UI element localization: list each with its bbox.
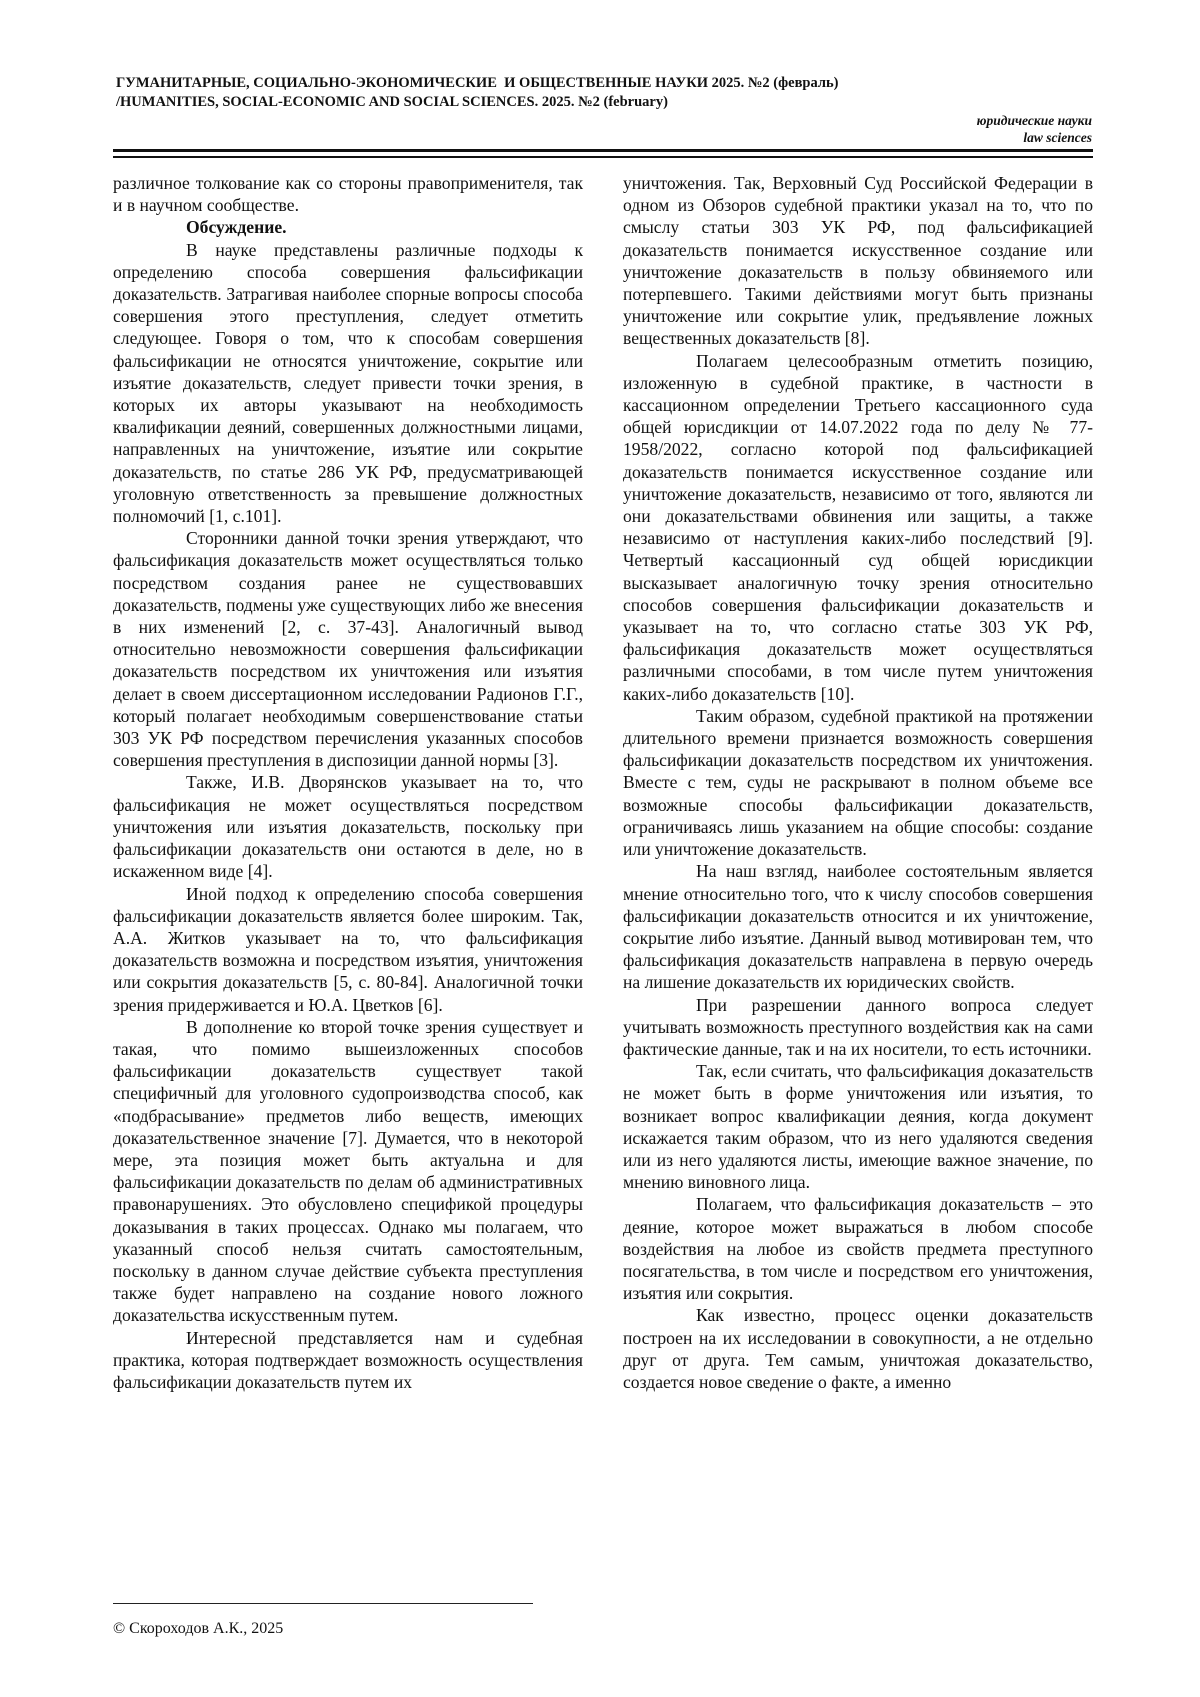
paragraph: Интересной представляется нам и судебная практика, которая подтверждает возможность осуществления фальсификации доказательств путем их: [113, 1327, 583, 1392]
journal-title-ru: ГУМАНИТАРНЫЕ, СОЦИАЛЬНО-ЭКОНОМИЧЕСКИЕ И ОБЩЕСТВЕННЫЕ НАУКИ 2025. №2 (февраль): [116, 75, 839, 91]
paragraph: В науке представлены различные подходы к определению способа совершения фальсификации доказательств. Затрагивая наиболее спорные вопросы способа совершения этого преступления, следует отметить следующее. Говоря о том, что к способам совершения фальсификации не относятся уничтожение, сокрытие или изъятие доказательств, следует привести точки зрения, в которых их авторы указывают на необходимость квалификации деяний, совершенных должностными лицами, направленных на уничтожение, изъятие или сокрытие доказательств, по статье 286 УК РФ, предусматривающей уголовную ответственность за превышение должностных полномочий [1, с.101].: [113, 239, 583, 527]
paragraph: различное толкование как со стороны правоприменителя, так и в научном сообществе.: [113, 173, 583, 216]
journal-header: [116, 74, 1116, 112]
copyright-note: © Скороходов А.К., 2025: [113, 1620, 284, 1637]
journal-title-en: /HUMANITIES, SOCIAL-ECONOMIC AND SOCIAL SCIENCES. 2025. №2 (february): [116, 94, 668, 110]
paragraph: Как известно, процесс оценки доказательств построен на их исследовании в совокупности, а не отдельно друг от друга. Тем самым, уничтожая доказательство, создается новое сведение о факте, а именно: [623, 1305, 1093, 1392]
footnote-rule: [113, 1603, 533, 1604]
paragraph: Иной подход к определению способа совершения фальсификации доказательств является более широким. Так, А.А. Житков указывает на то, что фальсификация доказательств возможна и посредством изъятия, уничтожения или сокрытия доказательств [5, с. 80-84]. Аналогичной точки зрения придерживается и Ю.А. Цветков [6].: [113, 883, 583, 1015]
section-label-en: law sciences: [1023, 130, 1092, 145]
paragraph: Так, если считать, что фальсификация доказательств не может быть в форме уничтожения или изъятия, то возникает вопрос квалификации деяния, когда документ искажается таким образом, что из него удаляются сведения или из него удаляются листы, имеющие важное значение, по мнению виновного лица.: [623, 1061, 1093, 1193]
section-heading-discussion: Обсуждение.: [186, 217, 287, 238]
paragraph: Полагаем, что фальсификация доказательств – это деяние, которое может выражаться в любом способе воздействия на любое из свойств предмета преступного посягательства, в том числе и посредством его уничтожения, изъятия или сокрытия.: [623, 1194, 1093, 1304]
paragraph: Таким образом, судебной практикой на протяжении длительного времени признается возможность совершения фальсификации доказательств посредством их уничтожения. Вместе с тем, суды не раскрывают в полном объеме все возможные способы фальсификации доказательств, ограничиваясь лишь указанием на общие способы: создание или уничтожение доказательств.: [623, 705, 1093, 860]
left-column: [113, 172, 583, 1393]
paragraph: Полагаем целесообразным отметить позицию, изложенную в судебной практике, в частности в кассационном определении Третьего кассационного суда общей юрисдикции от 14.07.2022 года по делу № 77-1958/2022, согласно которой под фальсификацией доказательств понимается искусственное создание или уничтожение доказательств, независимо от того, являются ли они доказательствами обвинения или защиты, а также независимо от наступления каких-либо последствий [9]. Четвертый кассационный суд общей юрисдикции высказывает аналогичную точку зрения относительно способов совершения фальсификации доказательств и указывает на то, что согласно статье 303 УК РФ, фальсификация доказательств может осуществляться различными способами, в том числе путем уничтожения каких-либо доказательств [10].: [623, 350, 1093, 704]
right-column: [623, 172, 1093, 1393]
paragraph: уничтожения. Так, Верховный Суд Российской Федерации в одном из Обзоров судебной практики указал на то, что по смыслу статьи 303 УК РФ, под фальсификацией доказательств понимается искусственное создание или уничтожение доказательств в пользу обвиняемого или потерпевшего. Такими действиями могут быть признаны уничтожение или сокрытие улик, предъявление ложных вещественных доказательств [8].: [623, 173, 1093, 349]
paragraph: Сторонники данной точки зрения утверждают, что фальсификация доказательств может осуществляться только посредством создания ранее не существовавших доказательств, подмены уже существующих либо же внесения в них изменений [2, с. 37-43]. Аналогичный вывод относительно невозможности совершения фальсификации доказательств посредством их уничтожения или изъятия делает в своем диссертационном исследовании Радионов Г.Г., который полагает необходимым совершенствование статьи 303 УК РФ посредством перечисления указанных способов совершения преступления в диспозиции данной нормы [3].: [113, 528, 583, 771]
header-rule-thin: [113, 156, 1093, 158]
paragraph: На наш взгляд, наиболее состоятельным является мнение относительно того, что к числу способов совершения фальсификации доказательств относится и их уничтожение, сокрытие либо изъятие. Данный вывод мотивирован тем, что фальсификация доказательств направлена в первую очередь на лишение доказательств их юридических свойств.: [623, 861, 1093, 993]
section-label: [977, 112, 1092, 146]
section-label-ru: юридические науки: [976, 113, 1092, 128]
paragraph: При разрешении данного вопроса следует учитывать возможность преступного воздействия как на сами фактические данные, так и на их носители, то есть источники.: [623, 994, 1093, 1059]
paragraph: В дополнение ко второй точке зрения существует и такая, что помимо вышеизложенных способов фальсификации доказательств существует такой специфичный для уголовного судопроизводства способ, как «подбрасывание» предметов либо веществ, имеющих доказательственное значение [7]. Думается, что в некоторой мере, эта позиция может быть актуальна и для фальсификации доказательств по делам об административных правонарушениях. Это обусловлено спецификой процедуры доказывания в таких процессах. Однако мы полагаем, что указанный способ нельзя считать самостоятельным, поскольку в данном случае действие субъекта преступления также будет направлено на создание нового ложного доказательства искусственным путем.: [113, 1016, 583, 1326]
paragraph: Также, И.В. Дворянсков указывает на то, что фальсификация не может осуществляться посредством уничтожения или изъятия доказательств, поскольку при фальсификации доказательств они остаются в деле, но в искаженном виде [4].: [113, 772, 583, 882]
header-rule-thick: [113, 149, 1093, 152]
